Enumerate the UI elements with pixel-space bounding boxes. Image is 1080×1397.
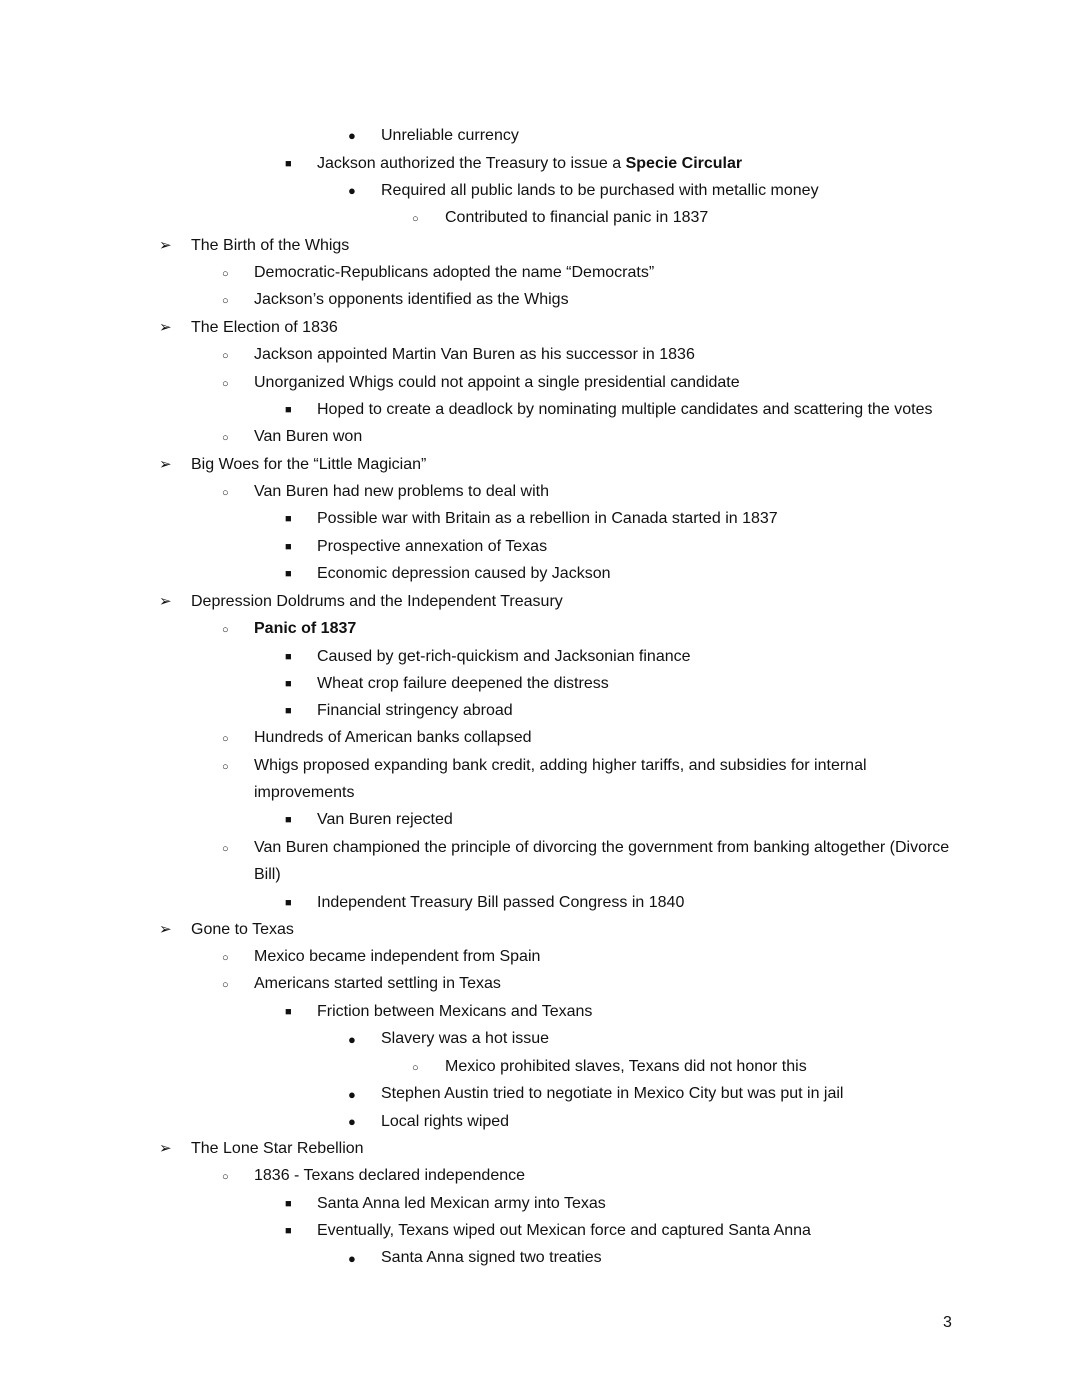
circle-bullet: ○ — [222, 378, 229, 390]
outline-item: Jackson’s opponents identified as the Whigs — [254, 291, 569, 308]
outline-item: Van Buren championed the principle of divorcing the government from banking altogether (Divorce — [254, 839, 950, 856]
outline-item: Wheat crop failure deepened the distress — [317, 675, 609, 692]
square-bullet: ■ — [285, 568, 292, 580]
outline-item: Required all public lands to be purchased with metallic money — [381, 182, 819, 199]
outline-item-continuation: Bill) — [254, 866, 281, 883]
outline-item: Hundreds of American banks collapsed — [254, 729, 532, 746]
square-bullet: ■ — [285, 814, 292, 826]
circle-bullet: ○ — [412, 213, 419, 225]
arrow-bullet: ➢ — [159, 319, 172, 336]
outline-item: Slavery was a hot issue — [381, 1030, 550, 1047]
circle-bullet: ○ — [222, 624, 229, 636]
outline-item: Stephen Austin tried to negotiate in Mexico City but was put in jail — [381, 1085, 844, 1102]
outline-item: Prospective annexation of Texas — [317, 538, 548, 555]
square-bullet: ■ — [285, 897, 292, 909]
section-heading: Gone to Texas — [191, 921, 294, 938]
outline-item: Unreliable currency — [381, 127, 519, 144]
dot-bullet: ● — [348, 1032, 356, 1047]
square-bullet: ■ — [285, 1006, 292, 1018]
circle-bullet: ○ — [222, 268, 229, 280]
circle-bullet: ○ — [222, 487, 229, 499]
outline-item: Van Buren rejected — [317, 811, 453, 828]
square-bullet: ■ — [285, 541, 292, 553]
square-bullet: ■ — [285, 513, 292, 525]
outline-item-continuation: improvements — [254, 784, 355, 801]
dot-bullet: ● — [348, 183, 356, 198]
outline-item: Mexico became independent from Spain — [254, 948, 541, 965]
circle-bullet: ○ — [222, 295, 229, 307]
circle-bullet: ○ — [222, 843, 229, 855]
page-number: 3 — [943, 1314, 952, 1331]
outline-item: Independent Treasury Bill passed Congress in 1840 — [317, 894, 685, 911]
outline-item: Panic of 1837 — [254, 620, 357, 637]
outline-item: Economic depression caused by Jackson — [317, 565, 611, 582]
circle-bullet: ○ — [412, 1062, 419, 1074]
outline-item: Caused by get-rich-quickism and Jacksonian finance — [317, 648, 691, 665]
section-heading: Big Woes for the “Little Magician” — [191, 456, 427, 473]
circle-bullet: ○ — [222, 761, 229, 773]
square-bullet: ■ — [285, 1198, 292, 1210]
outline-item: Whigs proposed expanding bank credit, adding higher tariffs, and subsidies for internal — [254, 757, 867, 774]
square-bullet: ■ — [285, 404, 292, 416]
outline-item: Santa Anna signed two treaties — [381, 1249, 602, 1266]
outline-item: Eventually, Texans wiped out Mexican force and captured Santa Anna — [317, 1222, 811, 1239]
outline-item: Possible war with Britain as a rebellion in Canada started in 1837 — [317, 510, 778, 527]
section-heading: The Lone Star Rebellion — [191, 1140, 364, 1157]
section-heading: Depression Doldrums and the Independent Treasury — [191, 593, 563, 610]
square-bullet: ■ — [285, 1225, 292, 1237]
circle-bullet: ○ — [222, 952, 229, 964]
circle-bullet: ○ — [222, 432, 229, 444]
circle-bullet: ○ — [222, 1171, 229, 1183]
outline-item: Americans started settling in Texas — [254, 975, 501, 992]
arrow-bullet: ➢ — [159, 921, 172, 938]
outline-item: Van Buren had new problems to deal with — [254, 483, 549, 500]
outline-item: Hoped to create a deadlock by nominating multiple candidates and scattering the votes — [317, 401, 933, 418]
square-bullet: ■ — [285, 651, 292, 663]
dot-bullet: ● — [348, 128, 356, 143]
circle-bullet: ○ — [222, 350, 229, 362]
square-bullet: ■ — [285, 158, 292, 170]
outline-item: Contributed to financial panic in 1837 — [445, 209, 709, 226]
outline-item: Financial stringency abroad — [317, 702, 513, 719]
outline-item: Local rights wiped — [381, 1113, 510, 1130]
outline-item: Mexico prohibited slaves, Texans did not honor this — [445, 1058, 807, 1075]
circle-bullet: ○ — [222, 979, 229, 991]
arrow-bullet: ➢ — [159, 237, 172, 254]
section-heading: The Birth of the Whigs — [191, 237, 350, 254]
dot-bullet: ● — [348, 1251, 356, 1266]
arrow-bullet: ➢ — [159, 1140, 172, 1157]
outline-item: Democratic-Republicans adopted the name “Democrats” — [254, 264, 655, 281]
dot-bullet: ● — [348, 1114, 356, 1129]
circle-bullet: ○ — [222, 733, 229, 745]
outline-item: Van Buren won — [254, 428, 363, 445]
outline-item: Jackson appointed Martin Van Buren as his successor in 1836 — [254, 346, 695, 363]
arrow-bullet: ➢ — [159, 593, 172, 610]
outline-item: Santa Anna led Mexican army into Texas — [317, 1195, 606, 1212]
dot-bullet: ● — [348, 1087, 356, 1102]
arrow-bullet: ➢ — [159, 456, 172, 473]
section-heading: The Election of 1836 — [191, 319, 338, 336]
outline-item: Friction between Mexicans and Texans — [317, 1003, 593, 1020]
outline-item: 1836 - Texans declared independence — [254, 1167, 526, 1184]
square-bullet: ■ — [285, 678, 292, 690]
square-bullet: ■ — [285, 705, 292, 717]
outline-item: Jackson authorized the Treasury to issue a Specie Circular — [317, 155, 743, 172]
outline-item: Unorganized Whigs could not appoint a single presidential candidate — [254, 374, 740, 391]
